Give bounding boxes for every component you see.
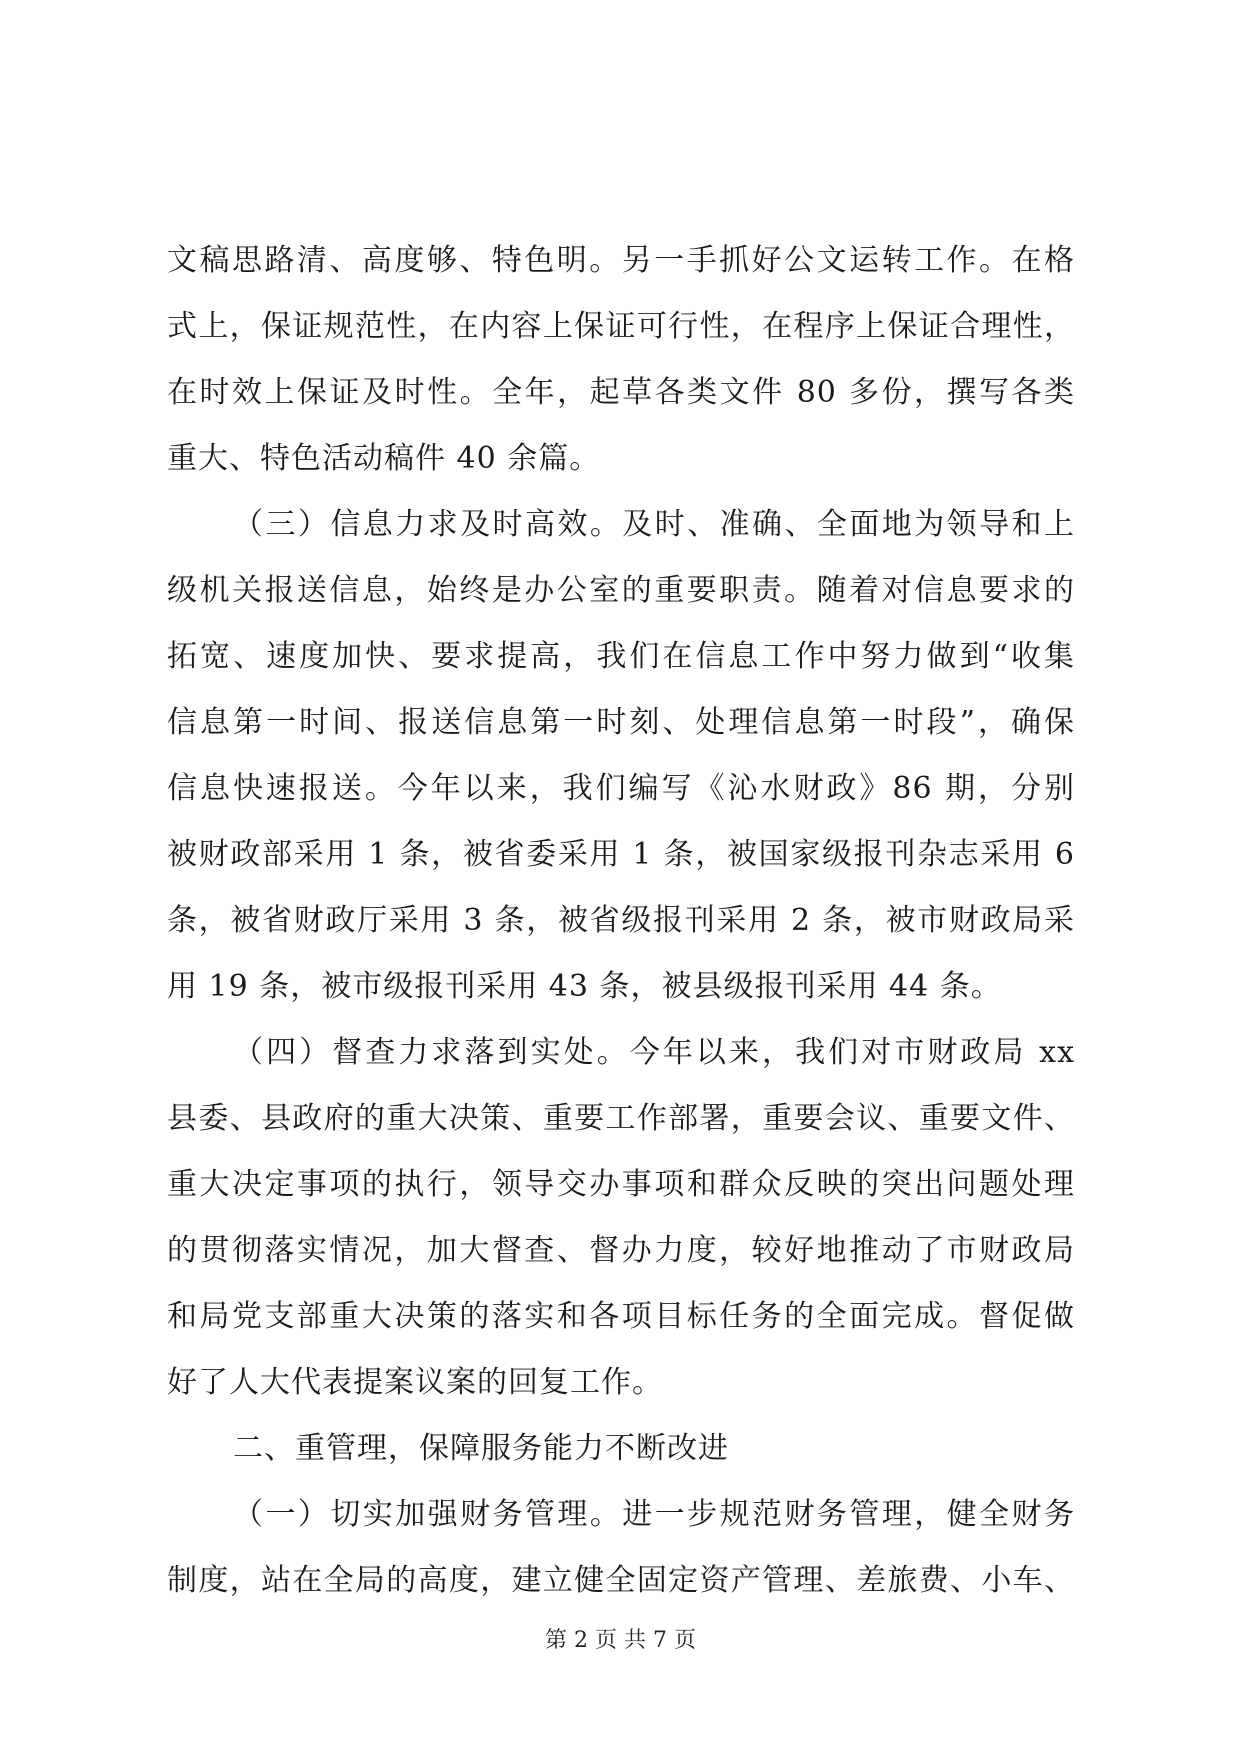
text-line: 拓宽、速度加快、要求提高，我们在信息工作中努力做到“收集 [167,639,1075,674]
text-line: 重大、特色活动稿件 40 余篇。 [167,441,601,476]
text-line: 文稿思路清、高度够、特色明。另一手抓好公文运转工作。在格 [167,243,1075,278]
text-line: 在时效上保证及时性。全年，起草各类文件 80 多份，撰写各类 [167,375,1075,410]
text-line: 县委、县政府的重大决策、重要工作部署，重要会议、重要文件、 [167,1101,1075,1136]
text-line: 条，被省财政厅采用 3 条，被省级报刊采用 2 条，被市财政局采 [167,903,1075,938]
paragraph-start-line: （三）信息力求及时高效。及时、准确、全面地为领导和上 [233,507,1075,542]
text-line: 信息快速报送。今年以来，我们编写《沁水财政》86 期，分别 [167,771,1075,806]
paragraph-start-line: （四）督查力求落到实处。今年以来，我们对市财政局 xx [233,1035,1075,1070]
paragraph-start-line: （一）切实加强财务管理。进一步规范财务管理，健全财务 [233,1497,1075,1532]
text-line: 重大决定事项的执行，领导交办事项和群众反映的突出问题处理 [167,1167,1075,1202]
text-line: 制度，站在全局的高度，建立健全固定资产管理、差旅费、小车、 [167,1563,1075,1598]
section-heading: 二、重管理，保障服务能力不断改进 [233,1431,729,1466]
text-line: 被财政部采用 1 条，被省委采用 1 条，被国家级报刊杂志采用 6 [167,837,1075,872]
text-line: 好了人大代表提案议案的回复工作。 [167,1365,663,1400]
page-number-footer: 第 2 页 共 7 页 [545,1628,696,1653]
text-line: 用 19 条，被市级报刊采用 43 条，被县级报刊采用 44 条。 [167,969,1002,1004]
text-line: 和局党支部重大决策的落实和各项目标任务的全面完成。督促做 [167,1299,1075,1334]
text-line: 的贯彻落实情况，加大督查、督办力度，较好地推动了市财政局 [167,1233,1075,1268]
text-line: 式上，保证规范性，在内容上保证可行性，在程序上保证合理性， [167,309,1075,344]
text-line: 级机关报送信息，始终是办公室的重要职责。随着对信息要求的 [167,573,1075,608]
text-line: 信息第一时间、报送信息第一时刻、处理信息第一时段”，确保 [167,705,1075,740]
document-body [167,228,1075,1614]
